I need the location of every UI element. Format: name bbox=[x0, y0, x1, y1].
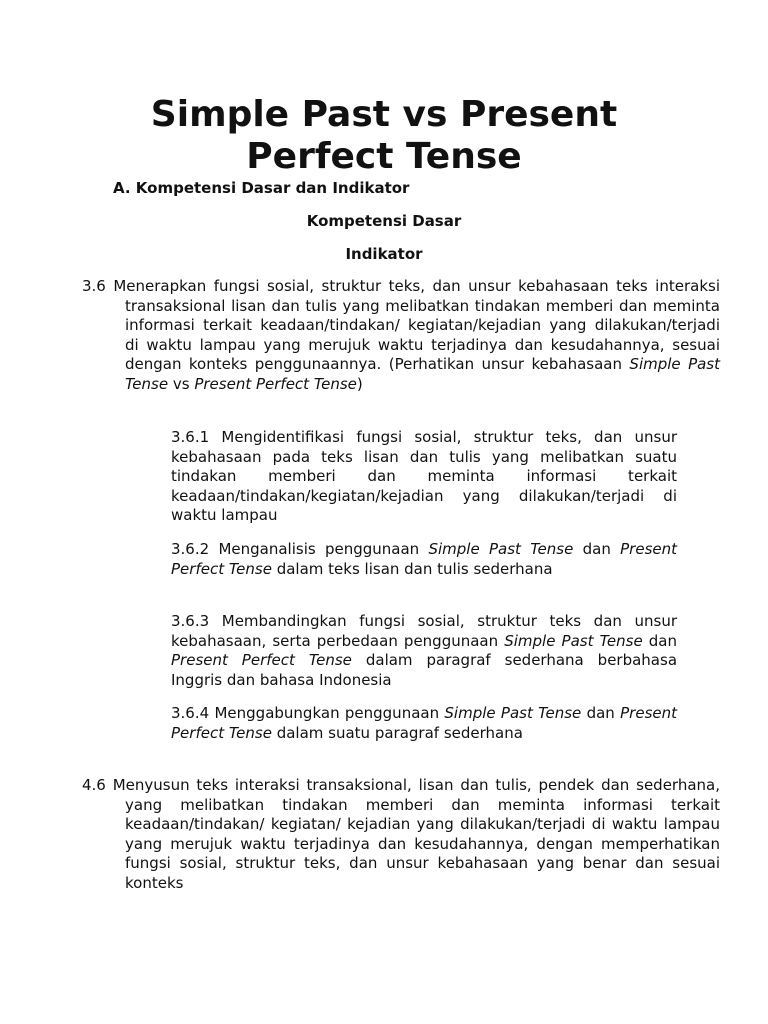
title-line-2: Perfect Tense bbox=[246, 136, 522, 177]
column-heading-indikator: Indikator bbox=[345, 245, 423, 263]
indikator-3-6-2: 3.6.2 Menganalisis penggunaan Simple Past Tense dan Present Perfect Tense dalam teks lisan dan tulis sederhana bbox=[171, 540, 677, 578]
kompetensi-dasar-4-6: 4.6 Menyusun teks interaksi transaksional, lisan dan tulis, pendek dan sederhana, yang melibatkan tindakan memberi dan meminta informasi terkait keadaan/tindakan/ kegiatan/ kejadian yang dilakukan/terjadi di waktu lampau yang merujuk waktu terjadinya dan kesudahannya, dengan memperhatikan fungsi sosial, struktur teks, dan unsur kebahasaan yang benar dan sesuai konteks bbox=[82, 776, 720, 892]
indikator-3-6-1: 3.6.1 Mengidentifikasi fungsi sosial, struktur teks, dan unsur kebahasaan pada teks lisan dan tulis yang melibatkan suatu tindakan memberi dan meminta informasi terkait keadaan/tindakan/kegiatan/kejadian yang dilakukan/terjadi di waktu lampau bbox=[171, 428, 677, 525]
kompetensi-dasar-3-6: 3.6 Menerapkan fungsi sosial, struktur teks, dan unsur kebahasaan teks interaksi transaksional lisan dan tulis yang melibatkan tindakan memberi dan meminta informasi terkait keadaan/tindakan/ kegiatan/kejadian yang dilakukan/terjadi di waktu lampau yang merujuk waktu terjadinya dan kesudahannya, sesuai dengan konteks penggunaannya. (Perhatikan unsur kebahasaan Simple Past Tense vs Present Perfect Tense) bbox=[82, 277, 721, 393]
page-title bbox=[0, 94, 768, 178]
column-heading-kompetensi-dasar: Kompetensi Dasar bbox=[306, 212, 462, 230]
indikator-3-6-3: 3.6.3 Membandingkan fungsi sosial, struktur teks dan unsur kebahasaan, serta perbedaan penggunaan Simple Past Tense dan Present Perfect Tense dalam paragraf sederhana berbahasa Inggris dan bahasa Indonesia bbox=[171, 612, 678, 689]
title-line-1: Simple Past vs Present bbox=[150, 94, 618, 135]
indikator-3-6-4: 3.6.4 Menggabungkan penggunaan Simple Past Tense dan Present Perfect Tense dalam suatu paragraf sederhana bbox=[171, 704, 678, 742]
section-heading: A. Kompetensi Dasar dan Indikator bbox=[113, 179, 410, 197]
